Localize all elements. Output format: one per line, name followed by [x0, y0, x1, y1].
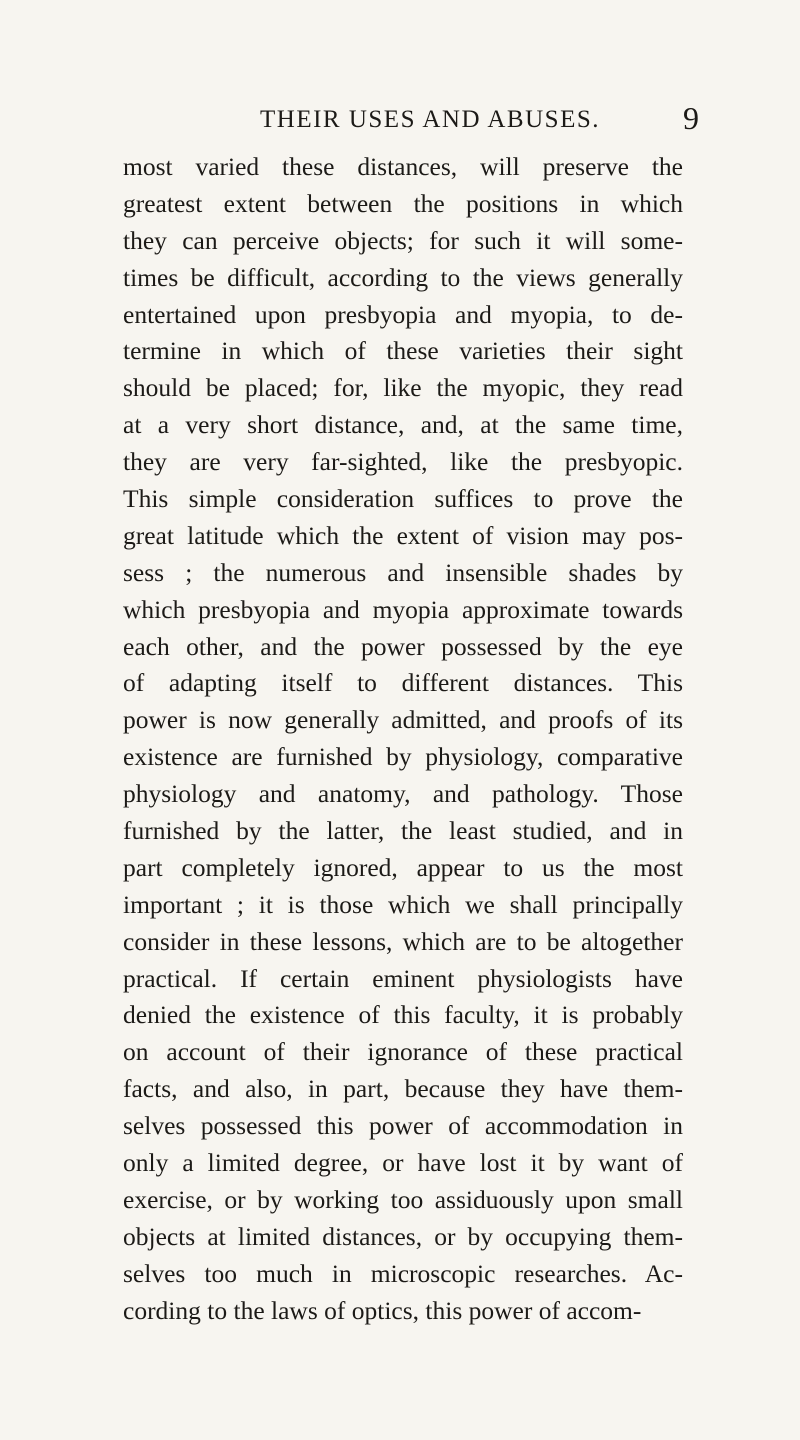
text-line: practical. If certain eminent physiologists have [123, 963, 683, 993]
running-head [0, 100, 800, 146]
text-line: consider in these lessons, which are to be altogether [123, 926, 683, 956]
text-line: times be difficult, according to the views generally [123, 262, 683, 292]
text-line: physiology and anatomy, and pathology. Those [123, 779, 683, 809]
text-line: selves too much in microscopic researches. Ac- [123, 1258, 683, 1288]
text-line: most varied these distances, will preserve the [123, 152, 683, 181]
body-text [123, 149, 683, 1330]
text-line: greatest extent between the positions in which [123, 188, 683, 218]
text-line: sess ; the numerous and insensible shades by [123, 557, 683, 587]
text-line: denied the existence of this faculty, it is probably [123, 1000, 683, 1030]
text-line: of adapting itself to different distances. This [123, 668, 683, 698]
text-line: they are very far-sighted, like the presbyopic. [123, 447, 683, 477]
text-line: termine in which of these varieties their sight [123, 336, 683, 366]
text-line: each other, and the power possessed by the eye [123, 631, 683, 661]
text-line: which presbyopia and myopia approximate towards [123, 594, 683, 624]
text-line: facts, and also, in part, because they have them- [123, 1074, 683, 1104]
page-number: 9 [683, 100, 699, 136]
text-line: they can perceive objects; for such it will some- [123, 225, 683, 255]
text-line: entertained upon presbyopia and myopia, to de- [123, 299, 683, 329]
text-line: exercise, or by working too assiduously upon small [123, 1184, 683, 1214]
text-line: existence are furnished by physiology, comparative [123, 742, 683, 772]
text-line: should be placed; for, like the myopic, they read [123, 373, 683, 403]
text-line: on account of their ignorance of these practical [123, 1037, 683, 1067]
text-line: only a limited degree, or have lost it by want of [123, 1148, 683, 1178]
text-line: This simple consideration suffices to prove the [123, 484, 683, 514]
running-title: THEIR USES AND ABUSES. [260, 106, 600, 133]
text-line: furnished by the latter, the least studied, and in [123, 816, 683, 846]
text-line: at a very short distance, and, at the same time, [123, 410, 683, 440]
text-line: part completely ignored, appear to us the most [123, 852, 683, 882]
text-line: important ; it is those which we shall principally [123, 889, 683, 919]
text-line: selves possessed this power of accommodation in [123, 1111, 683, 1141]
text-line: power is now generally admitted, and proofs of its [123, 705, 683, 735]
text-line: objects at limited distances, or by occupying them- [123, 1221, 683, 1251]
text-line: great latitude which the extent of vision may pos- [123, 520, 683, 550]
text-line: cording to the laws of optics, this power of accom- [123, 1295, 642, 1325]
